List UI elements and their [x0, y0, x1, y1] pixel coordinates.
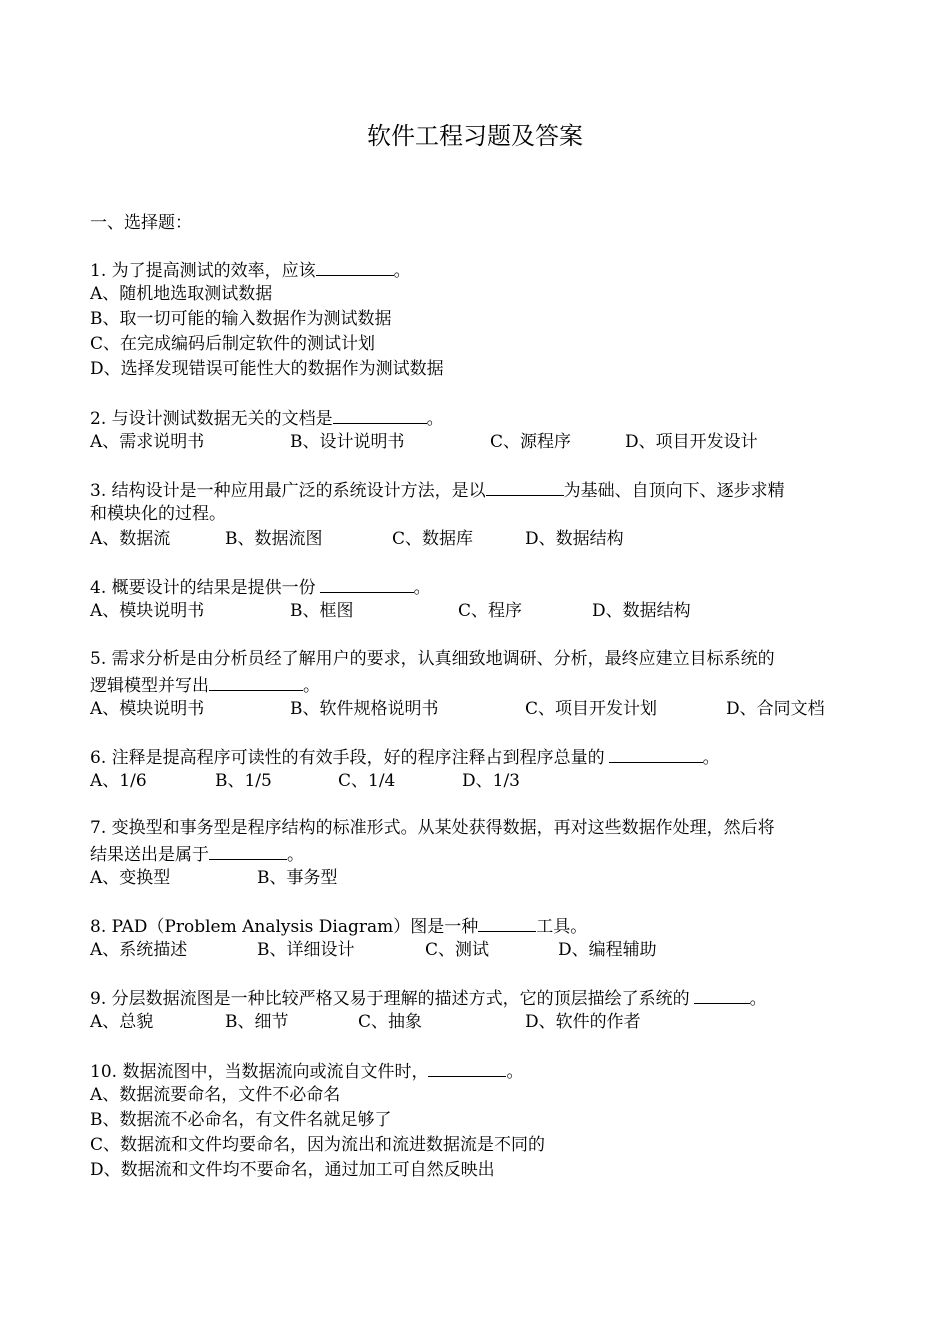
option: D、合同文档 [726, 699, 825, 719]
question-stem: 9. 分层数据流图是一种比较严格又易于理解的描述方式，它的顶层描绘了系统的 。 [90, 985, 870, 1010]
question-7 [90, 816, 870, 891]
option-row [90, 938, 870, 963]
answer-blank[interactable] [478, 913, 536, 932]
option-row [90, 697, 870, 722]
option: A、变换型 [90, 868, 171, 888]
question-stem: 2. 与设计测试数据无关的文档是 。 [90, 405, 870, 430]
option: B、设计说明书 [290, 432, 405, 452]
question-stem: 4. 概要设计的结果是提供一份 。 [90, 574, 870, 599]
option-row [90, 430, 870, 455]
option: D、编程辅助 [558, 940, 657, 960]
option-row [90, 599, 870, 624]
answer-blank[interactable] [316, 257, 394, 276]
question-4 [90, 574, 870, 624]
answer-blank[interactable] [694, 985, 750, 1004]
option: B、数据流图 [225, 529, 323, 549]
option: B、详细设计 [257, 940, 355, 960]
option: B、细节 [225, 1012, 289, 1032]
answer-blank[interactable] [428, 1058, 506, 1077]
question-stem-continued: 和模块化的过程。 [90, 504, 226, 524]
option: C、1/4 [338, 771, 396, 791]
option: A、模块说明书 [90, 699, 205, 719]
option: A、模块说明书 [90, 601, 205, 621]
answer-blank[interactable] [486, 477, 564, 496]
option-row [90, 866, 870, 891]
option: C、数据流和文件均要命名，因为流出和流进数据流是不同的 [90, 1135, 546, 1155]
option: D、数据结构 [525, 529, 624, 549]
question-10 [90, 1058, 870, 1183]
option: B、取一切可能的输入数据作为测试数据 [90, 309, 392, 329]
option: A、总貌 [90, 1012, 154, 1032]
option: C、源程序 [490, 432, 572, 452]
section-heading: 一、选择题： [90, 213, 192, 233]
question-stem: 8. PAD（Problem Analysis Diagram）图是一种 工具。 [90, 913, 870, 938]
option: C、数据库 [392, 529, 474, 549]
option: A、1/6 [90, 771, 147, 791]
option-row [90, 769, 870, 794]
question-stem: 1. 为了提高测试的效率，应该 。 [90, 257, 870, 282]
option: D、数据流和文件均不要命名，通过加工可自然反映出 [90, 1160, 495, 1180]
question-6 [90, 744, 870, 794]
option-row [90, 1010, 870, 1035]
option: A、数据流要命名，文件不必命名 [90, 1085, 341, 1105]
option: A、系统描述 [90, 940, 188, 960]
question-9 [90, 985, 870, 1035]
option: D、项目开发设计 [625, 432, 758, 452]
option: C、程序 [458, 601, 523, 621]
option: C、在完成编码后制定软件的测试计划 [90, 334, 376, 354]
option: B、1/5 [215, 771, 272, 791]
question-5 [90, 647, 870, 722]
question-stem: 6. 注释是提高程序可读性的有效手段，好的程序注释占到程序总量的 。 [90, 744, 870, 769]
question-stem: 7. 变换型和事务型是程序结构的标准形式。从某处获得数据，再对这些数据作处理，然后将 [90, 818, 775, 838]
option: A、数据流 [90, 529, 171, 549]
question-stem: 10. 数据流图中，当数据流向或流自文件时， 。 [90, 1058, 870, 1083]
option: C、测试 [425, 940, 490, 960]
option: C、抽象 [358, 1012, 423, 1032]
question-2 [90, 405, 870, 455]
question-stem: 5. 需求分析是由分析员经了解用户的要求，认真细致地调研、分析，最终应建立目标系统的 [90, 649, 775, 669]
question-stem: 3. 结构设计是一种应用最广泛的系统设计方法，是以 为基础、自顶向下、逐步求精 [90, 477, 870, 502]
answer-blank[interactable] [209, 841, 287, 860]
option: D、数据结构 [592, 601, 691, 621]
option: D、选择发现错误可能性大的数据作为测试数据 [90, 359, 444, 379]
question-stem-continued: 逻辑模型并写出 。 [90, 672, 870, 697]
option: D、1/3 [462, 771, 520, 791]
answer-blank[interactable] [320, 574, 414, 593]
option: A、需求说明书 [90, 432, 205, 452]
option: B、软件规格说明书 [290, 699, 439, 719]
option: B、框图 [290, 601, 354, 621]
option: B、事务型 [257, 868, 338, 888]
option: C、项目开发计划 [525, 699, 658, 719]
option: A、随机地选取测试数据 [90, 284, 273, 304]
document-title: 软件工程习题及答案 [367, 122, 583, 150]
option: B、数据流不必命名，有文件名就足够了 [90, 1110, 392, 1130]
question-1 [90, 257, 870, 382]
answer-blank[interactable] [333, 405, 427, 424]
question-8 [90, 913, 870, 963]
question-3 [90, 477, 870, 552]
option: D、软件的作者 [525, 1012, 641, 1032]
answer-blank[interactable] [609, 744, 703, 763]
answer-blank[interactable] [209, 672, 303, 691]
option-row [90, 527, 870, 552]
question-stem-continued: 结果送出是属于 。 [90, 841, 870, 866]
